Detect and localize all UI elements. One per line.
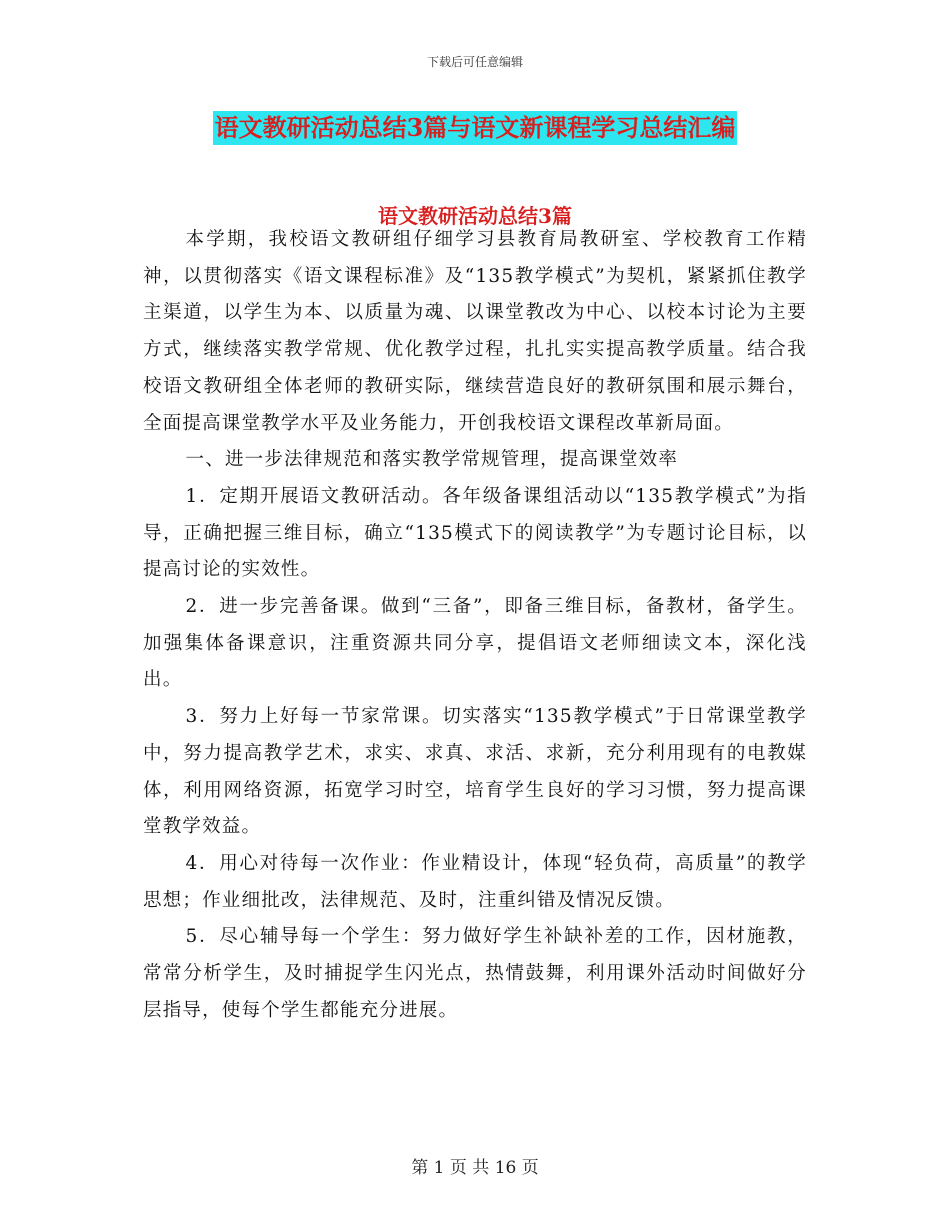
section-title: 语文教研活动总结3篇 bbox=[378, 204, 572, 228]
paragraph-item-2: 2．进一步完善备课。做到“三备”，即备三维目标，备教材，备学生。加强集体备课意识，注重资源共同分享，提倡语文老师细读文本，深化浅出。 bbox=[143, 596, 807, 691]
document-title: 语文教研活动总结3篇与语文新课程学习总结汇编 bbox=[213, 111, 738, 145]
paragraph-intro: 本学期，我校语文教研组仔细学习县教育局教研室、学校教育工作精神，以贯彻落实《语文课程标准》及“135教学模式”为契机，紧紧抓住教学主渠道，以学生为本、以质量为魂、以课堂教改为中心、以校本讨论为主要方式，继续落实教学常规、优化教学过程，扎扎实实提高教学质量。结合我校语文教研组全体老师的教研实际，继续营造良好的教研氛围和展示舞台，全面提高课堂教学水平及业务能力，开创我校语文课程改革新局面。 bbox=[143, 229, 807, 434]
main-title-container bbox=[0, 111, 950, 145]
download-note: 下载后可任意编辑 bbox=[426, 55, 523, 69]
paragraph-item-1: 1．定期开展语文教研活动。各年级备课组活动以“135教学模式”为指导，正确把握三维目标，确立“135模式下的阅读教学”为专题讨论目标，以提高讨论的实效性。 bbox=[143, 485, 807, 581]
paragraph-item-5: 5．尽心辅导每一个学生：努力做好学生补缺补差的工作，因材施教，常常分析学生，及时捕捉学生闪光点，热情鼓舞，利用课外活动时间做好分层指导，使每个学生都能充分进展。 bbox=[143, 926, 807, 1021]
paragraph-item-4: 4．用心对待每一次作业：作业精设计，体现“轻负荷，高质量”的教学思想；作业细批改，法律规范、及时，注重纠错及情况反馈。 bbox=[143, 852, 807, 911]
paragraph-item-3: 3．努力上好每一节家常课。切实落实“135教学模式”于日常课堂教学中，努力提高教学艺术，求实、求真、求活、求新，充分利用现有的电教媒体，利用网络资源，拓宽学习时空，培育学生良好的学习习惯，努力提高课堂教学效益。 bbox=[143, 706, 807, 838]
page-number-footer: 第 1 页 共 16 页 bbox=[411, 1158, 539, 1178]
paragraph-heading-1: 一、进一步法律规范和落实教学常规管理，提高课堂效率 bbox=[185, 449, 679, 471]
body-text bbox=[143, 222, 807, 1029]
